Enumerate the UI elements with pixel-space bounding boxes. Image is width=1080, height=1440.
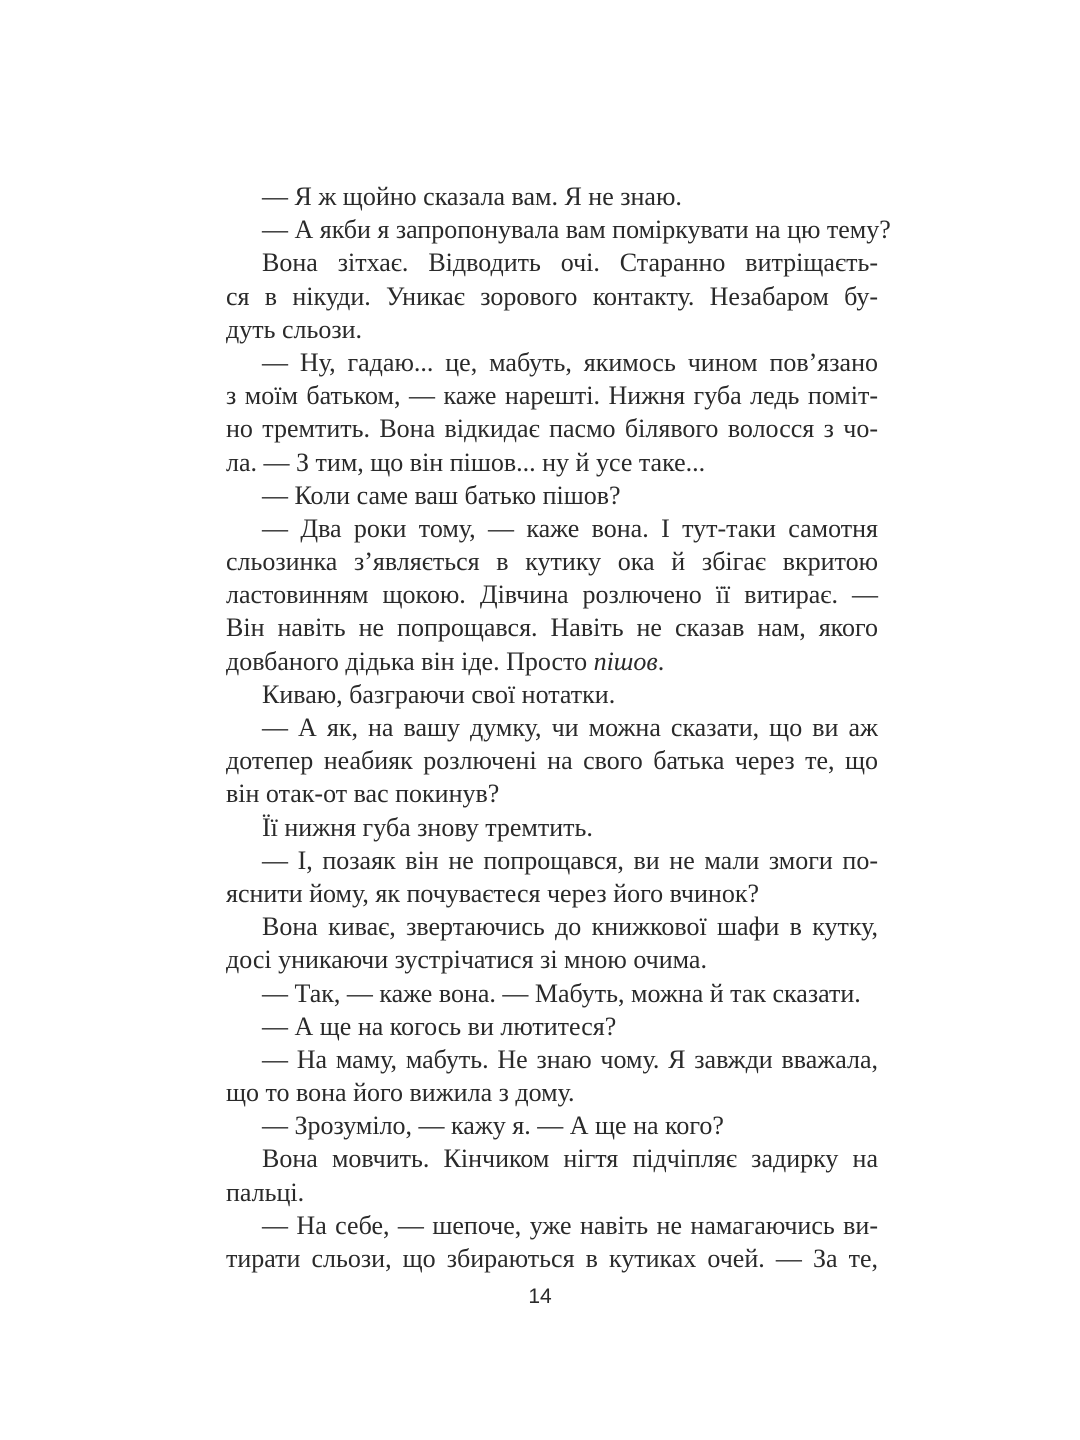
text-line — [226, 611, 878, 644]
text-line — [226, 777, 878, 810]
text-line-content: дуть сльози. — [226, 314, 363, 344]
text-line-content: він отак-от вас покинув? — [226, 779, 500, 809]
text-line — [226, 844, 878, 877]
text-line-content: Її нижня губа знову тремтить. — [262, 812, 593, 842]
text-line — [226, 910, 878, 943]
text-line-content: — А якби я запропонувала вам поміркувати на цю тему? — [262, 215, 891, 245]
text-line — [226, 578, 878, 611]
text-line — [226, 280, 878, 313]
text-line-content: Вона киває, звертаючись до книжкової шафи в кутку, — [262, 912, 878, 942]
page-number: 14 — [528, 1285, 552, 1308]
text-line — [226, 1142, 878, 1175]
text-line-content: яснити йому, як почуваєтеся через його вчинок? — [226, 878, 759, 908]
text-line — [226, 1010, 878, 1043]
text-line — [226, 1176, 878, 1209]
text-line-content: пальці. — [226, 1177, 305, 1207]
text-line-content: — І, позаяк він не попрощався, ви не мали змоги по- — [262, 845, 878, 875]
text-line — [226, 977, 878, 1010]
text-line-content: Вона зітхає. Відводить очі. Старанно витріщаєть- — [262, 248, 878, 278]
text-line-content: Киваю, базграючи свої нотатки. — [262, 679, 616, 709]
text-line — [226, 1109, 878, 1142]
text-line-content: ся в нікуди. Уникає зорового контакту. Незабаром бу- — [226, 281, 878, 311]
text-line-tail: . — [657, 646, 665, 676]
text-line — [226, 213, 891, 246]
text-line — [226, 545, 878, 578]
text-line — [226, 346, 878, 379]
text-line-content: но тремтить. Вона відкидає пасмо білявого волосся з чо- — [226, 414, 878, 444]
text-line-content: досі уникаючи зустрічатися зі мною очима. — [226, 945, 707, 975]
text-line — [226, 412, 878, 445]
text-line — [226, 744, 878, 777]
text-line-content: ла. — З тим, що він пішов... ну й усе таке... — [226, 447, 706, 477]
text-line — [226, 943, 878, 976]
text-line-content: — Коли саме ваш батько пішов? — [262, 480, 621, 510]
text-line-content: — Я ж щойно сказала вам. Я не знаю. — [262, 182, 682, 211]
text-line-content: тирати сльози, що збираються в кутиках очей. — За те, — [226, 1244, 878, 1273]
text-line — [226, 877, 878, 910]
text-line — [226, 1209, 878, 1242]
text-line-content: що то вона його вижила з дому. — [226, 1078, 575, 1108]
text-line — [226, 246, 878, 279]
text-line-content: довбаного дідька він іде. Просто — [226, 646, 594, 676]
text-line — [226, 1242, 878, 1275]
text-line — [226, 479, 878, 512]
text-line-content: — На маму, мабуть. Не знаю чому. Я завжди вважала, — [262, 1044, 878, 1074]
text-line-content: — Ну, гадаю... це, мабуть, якимось чином пов’язано — [262, 347, 878, 377]
text-line — [226, 811, 878, 844]
text-line — [226, 180, 878, 213]
text-line-content: — Так, — каже вона. — Мабуть, можна й так сказати. — [262, 978, 861, 1008]
text-line-content: — На себе, — шепоче, уже навіть не намагаючись ви- — [262, 1210, 878, 1240]
text-line — [226, 678, 878, 711]
text-line-content: Він навіть не попрощався. Навіть не сказав нам, якого — [226, 613, 878, 643]
text-line-content: сльозинка з’являється в кутику ока й збігає вкритою — [226, 547, 878, 577]
text-line — [226, 1043, 878, 1076]
text-line-content: дотепер неабияк розлючені на свого батька через те, що — [226, 746, 878, 776]
text-line-content: — Два роки тому, — каже вона. І тут-таки самотня — [262, 513, 878, 543]
text-line-content: з моїм батьком, — каже нарешті. Нижня губа ледь поміт- — [226, 381, 878, 411]
emphasized-word: пішов — [593, 646, 658, 676]
text-line-content: ластовинням щокою. Дівчина розлючено її витирає. — — [226, 580, 878, 610]
text-line — [226, 313, 878, 346]
body-text — [226, 180, 891, 1275]
text-line-content: — Зрозуміло, — кажу я. — А ще на кого? — [262, 1111, 724, 1141]
text-line — [226, 379, 878, 412]
text-line-content: Вона мовчить. Кінчиком нігтя підчіпляє задирку на — [262, 1144, 878, 1174]
text-line — [226, 1076, 878, 1109]
text-line — [226, 512, 878, 545]
text-line-content: — А як, на вашу думку, чи можна сказати, що ви аж — [262, 713, 878, 742]
text-line — [226, 446, 878, 479]
text-line-content: — А ще на когось ви лютитеся? — [262, 1011, 617, 1041]
text-line — [226, 645, 878, 678]
text-line — [226, 711, 878, 744]
